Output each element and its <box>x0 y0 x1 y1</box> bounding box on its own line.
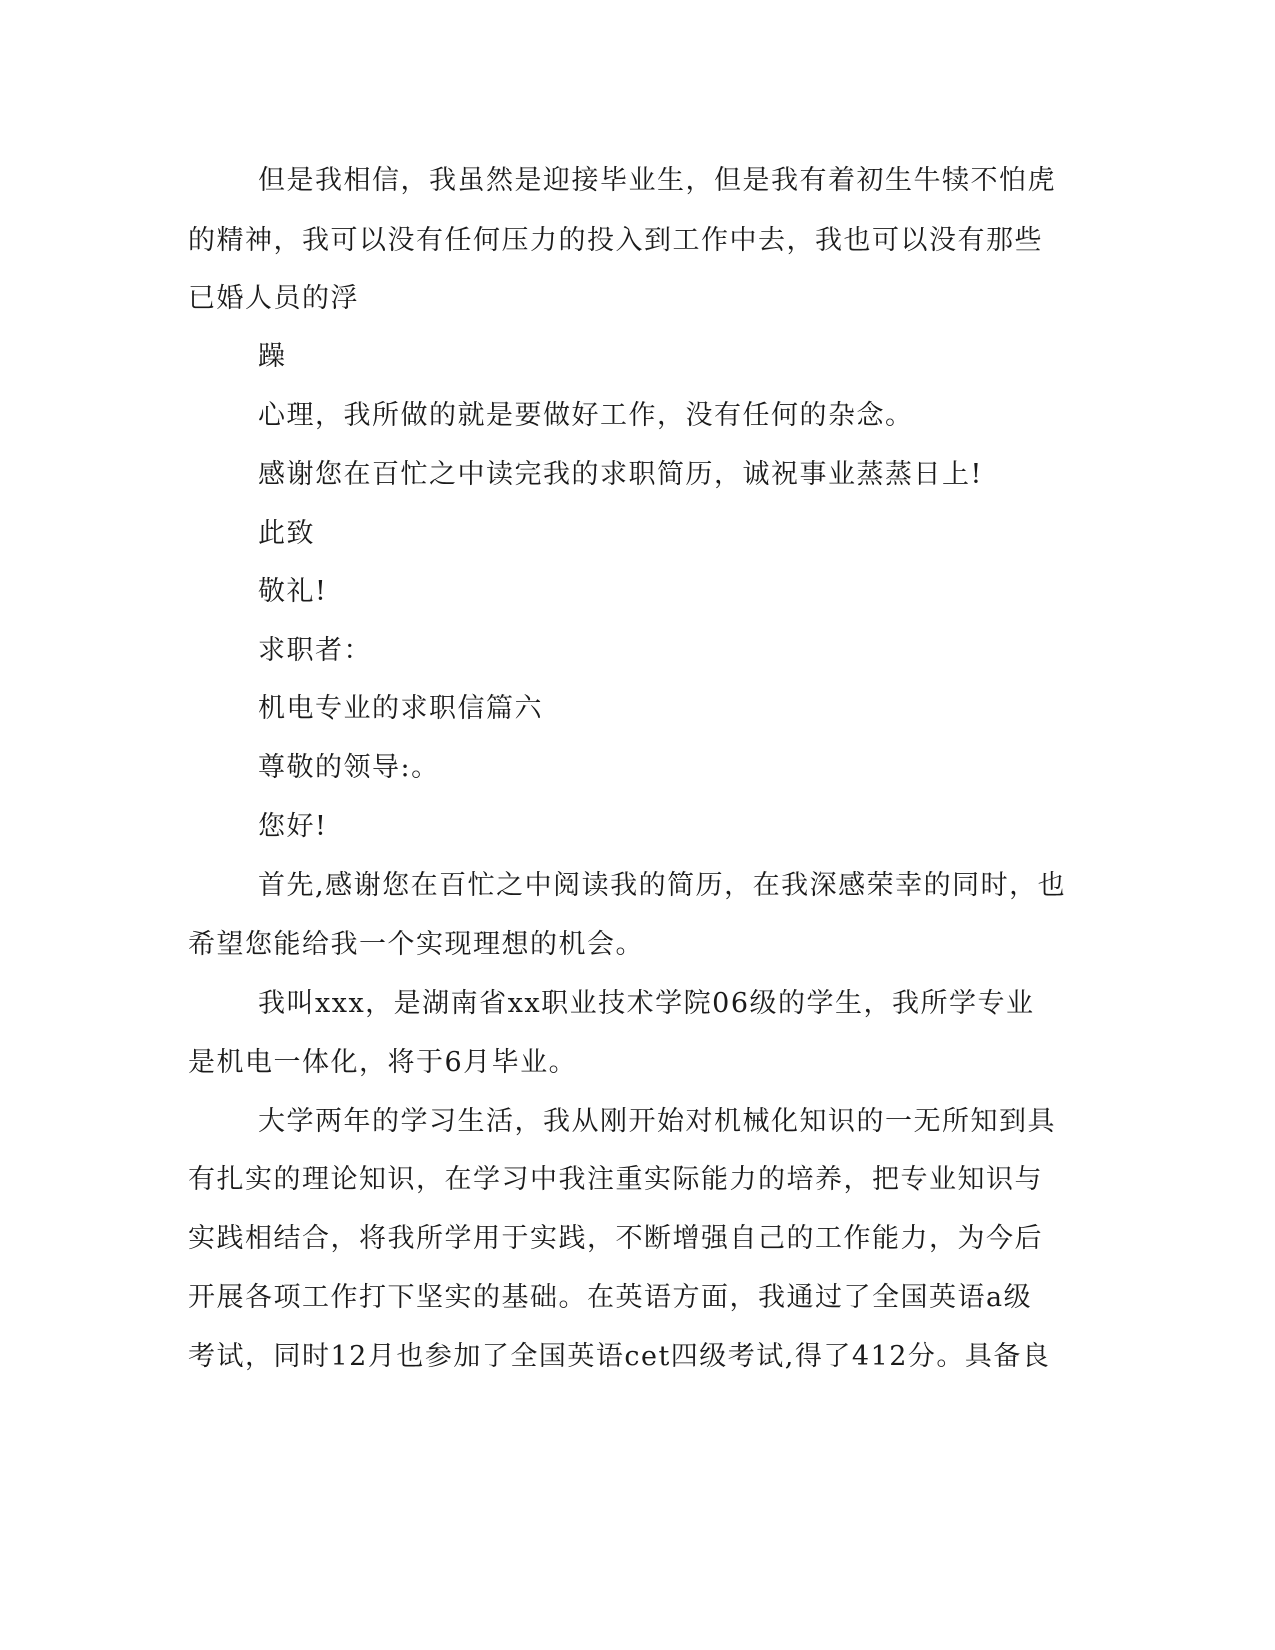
paragraph-line: 心理，我所做的就是要做好工作，没有任何的杂念。 <box>258 400 914 431</box>
paragraph-line: 大学两年的学习生活，我从刚开始对机械化知识的一无所知到具 <box>258 1106 1056 1137</box>
paragraph-line: 首先,感谢您在百忙之中阅读我的简历，在我深感荣幸的同时，也 <box>258 870 1067 901</box>
signature-line: 求职者： <box>258 635 372 666</box>
paragraph-line: 已婚人员的浮 <box>188 283 359 314</box>
paragraph-line: 是机电一体化，将于6月毕业。 <box>188 1047 578 1078</box>
paragraph-line: 实践相结合，将我所学用于实践，不断增强自己的工作能力，为今后 <box>188 1223 1043 1254</box>
paragraph-line: 躁 <box>258 341 287 372</box>
closing-line: 敬礼! <box>258 576 328 607</box>
greeting-line: 您好! <box>258 811 328 842</box>
section-title: 机电专业的求职信篇六 <box>258 693 543 724</box>
paragraph-line: 我叫xxx，是湖南省xx职业技术学院06级的学生，我所学专业 <box>258 988 1035 1019</box>
closing-line: 此致 <box>258 518 315 549</box>
paragraph-line: 希望您能给我一个实现理想的机会。 <box>188 929 644 960</box>
paragraph-line: 但是我相信，我虽然是迎接毕业生，但是我有着初生牛犊不怕虎 <box>258 165 1056 196</box>
paragraph-line: 考试，同时12月也参加了全国英语cet四级考试,得了412分。具备良 <box>188 1341 1051 1372</box>
paragraph-line: 有扎实的理论知识，在学习中我注重实际能力的培养，把专业知识与 <box>188 1164 1043 1195</box>
paragraph-line: 开展各项工作打下坚实的基础。在英语方面，我通过了全国英语a级 <box>188 1282 1033 1313</box>
paragraph-line: 的精神，我可以没有任何压力的投入到工作中去，我也可以没有那些 <box>188 225 1043 256</box>
paragraph-line: 感谢您在百忙之中读完我的求职简历，诚祝事业蒸蒸日上! <box>258 459 983 490</box>
salutation-line: 尊敬的领导:。 <box>258 752 440 783</box>
